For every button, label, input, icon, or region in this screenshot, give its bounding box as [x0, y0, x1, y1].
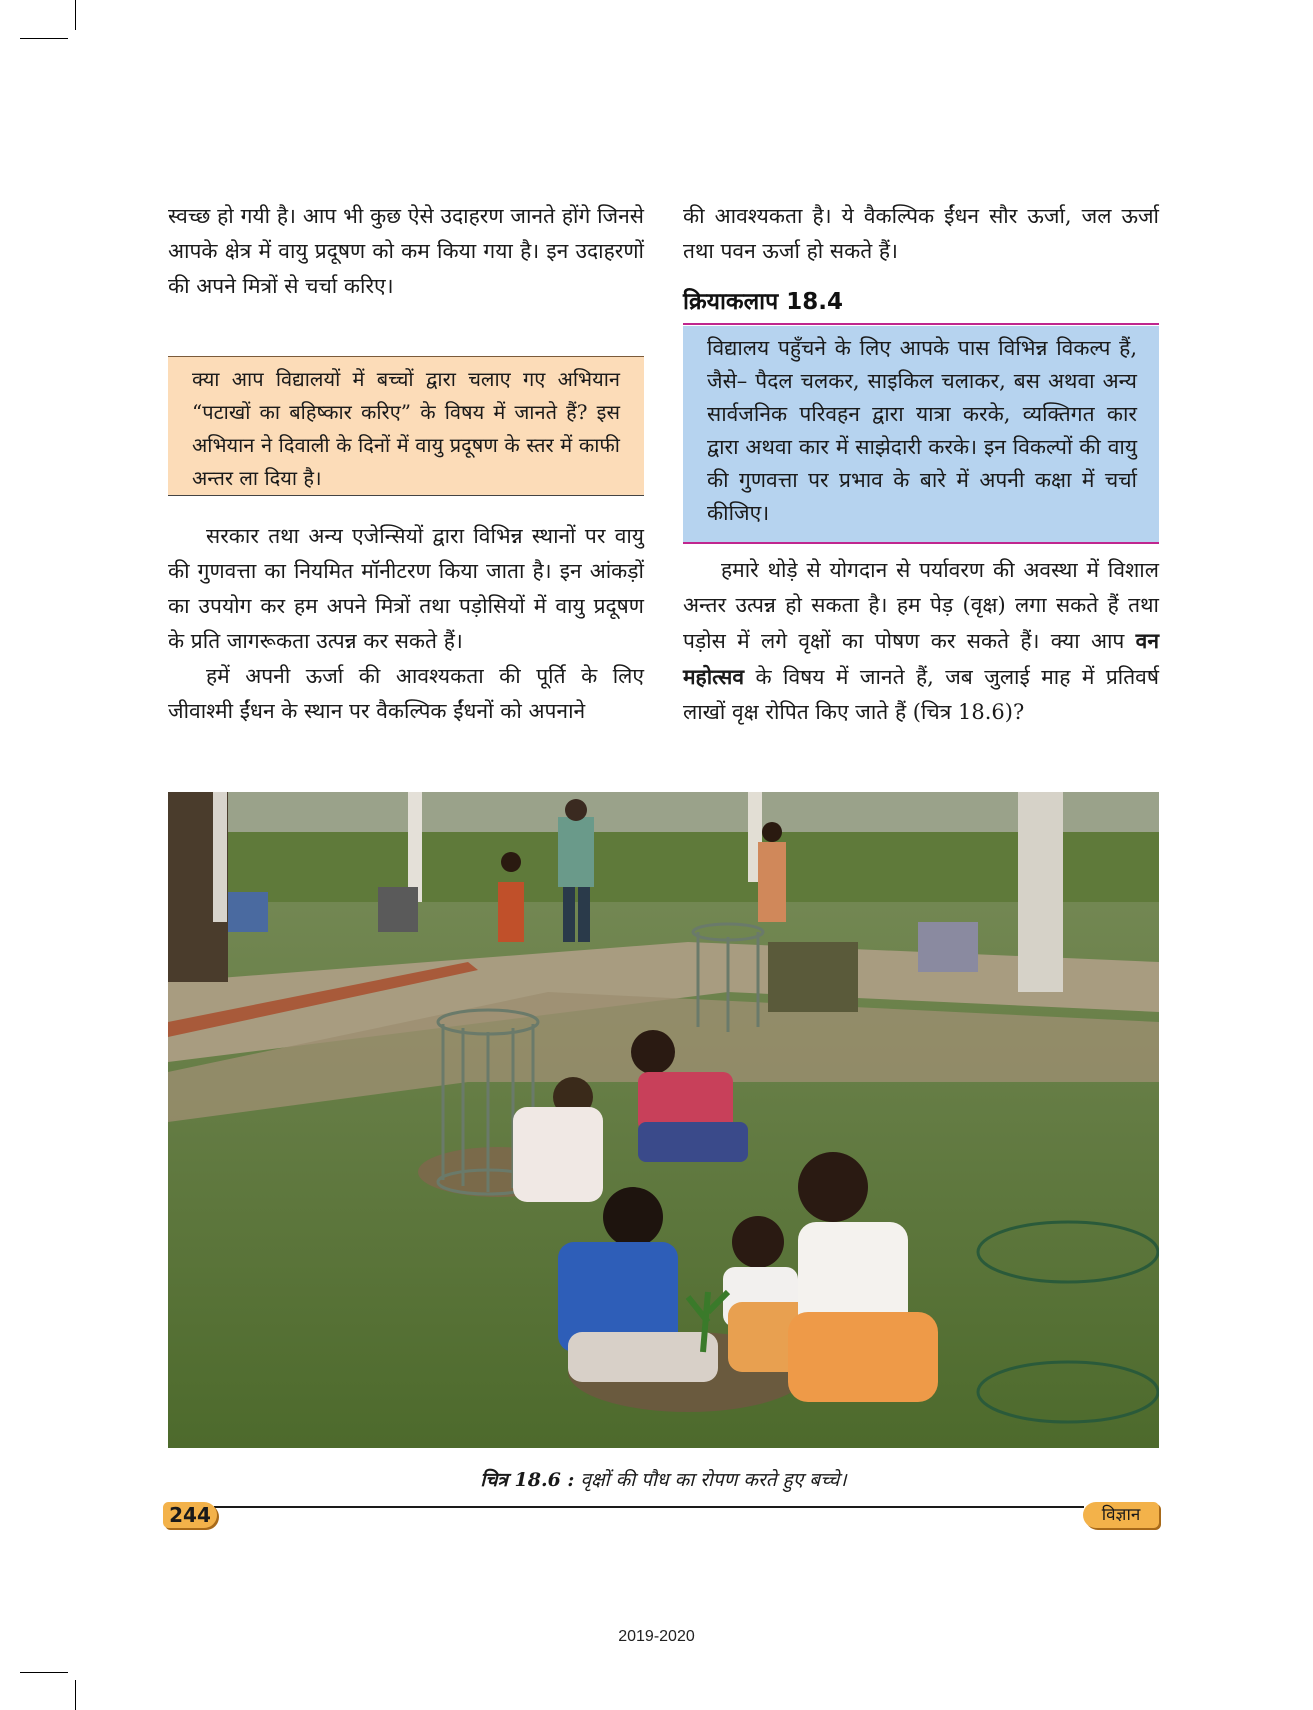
note-text: क्या आप विद्यालयों में बच्चों द्वारा चलाए गए अभियान “पटाखों का बहिष्कार करिए” के विषय में जानते हैं? इस अभियान ने दिवाली के दिनों में वायु प्रदूषण के स्तर में काफी अन्तर ला दिया है। [192, 367, 620, 490]
activity-heading: क्रियाकलाप 18.4 [683, 289, 843, 315]
right-column-lower [683, 553, 1159, 730]
crop-mark [20, 1672, 68, 1673]
crop-mark [75, 1680, 76, 1710]
left-paragraph-2: सरकार तथा अन्य एजेन्सियों द्वारा विभिन्न स्थानों पर वायु की गुणवत्ता का नियमित मॉनीटरण किया जाता है। इन आंकड़ों का उपयोग कर हम अपने मित्रों तथा पड़ोसियों में वायु प्रदूषण के प्रति जागरूकता उत्पन्न कर सकते हैं। [168, 524, 644, 653]
right-paragraph-1: की आवश्यकता है। ये वैकल्पिक ईंधन सौर ऊर्जा, जल ऊर्जा तथा पवन ऊर्जा हो सकते हैं। [683, 204, 1159, 263]
right-paragraph-2-end: के विषय में जानते हैं, जब जुलाई माह में प्रतिवर्ष लाखों वृक्ष रोपित किए जाते हैं (चित्र 18.6)? [683, 665, 1159, 724]
van-mahotsav-term: वन महोत्सव [683, 628, 1159, 689]
left-column-lower [168, 519, 644, 729]
right-paragraph-2-start: हमारे थोड़े से योगदान से पर्यावरण की अवस्था में विशाल अन्तर उत्पन्न हो सकता है। हम पेड़ (वृक्ष) लगा सकते हैं तथा पड़ोस में लगे वृक्षों का पोषण कर सकते हैं। क्या आप [683, 558, 1159, 653]
activity-top-rule [683, 323, 1159, 325]
year-label: 2019-2020 [618, 1628, 695, 1645]
right-column [683, 199, 1159, 269]
figure-label: चित्र 18.6 : [480, 1469, 575, 1491]
figure-caption [168, 1466, 1159, 1492]
photo-illustration [168, 792, 1159, 1448]
page-number: 244 [163, 1502, 217, 1528]
activity-text: विद्यालय पहुँचने के लिए आपके पास विभिन्न विकल्प हैं, जैसे– पैदल चलकर, साइकिल चलाकर, बस अथवा अन्य सार्वजनिक परिवहन द्वारा यात्रा करके, व्यक्तिगत कार द्वारा अथवा कार में साझेदारी करके। इन विकल्पों की वायु की गुणवत्ता पर प्रभाव के बारे में अपनी कक्षा में चर्चा कीजिए। [707, 336, 1137, 525]
left-paragraph-1: स्वच्छ हो गयी है। आप भी कुछ ऐसे उदाहरण जानते होंगे जिनसे आपके क्षेत्र में वायु प्रदूषण को कम किया गया है। इन उदाहरणों की अपने मित्रों से चर्चा करिए। [168, 204, 644, 298]
crop-mark [20, 38, 68, 39]
left-column [168, 199, 644, 304]
right-paragraph-2 [683, 553, 1159, 730]
note-box [168, 356, 644, 496]
activity-bottom-rule [683, 542, 1159, 544]
activity-box [683, 326, 1159, 542]
crop-mark [75, 0, 76, 30]
tree-planting-photo [168, 792, 1159, 1448]
footer-rule [214, 1506, 1084, 1508]
figure-caption-text: वृक्षों की पौध का रोपण करते हुए बच्चे। [574, 1469, 847, 1491]
subject-tab: विज्ञान [1083, 1502, 1159, 1528]
left-paragraph-3: हमें अपनी ऊर्जा की आवश्यकता की पूर्ति के लिए जीवाश्मी ईंधन के स्थान पर वैकल्पिक ईंधनों को अपनाने [168, 664, 644, 723]
